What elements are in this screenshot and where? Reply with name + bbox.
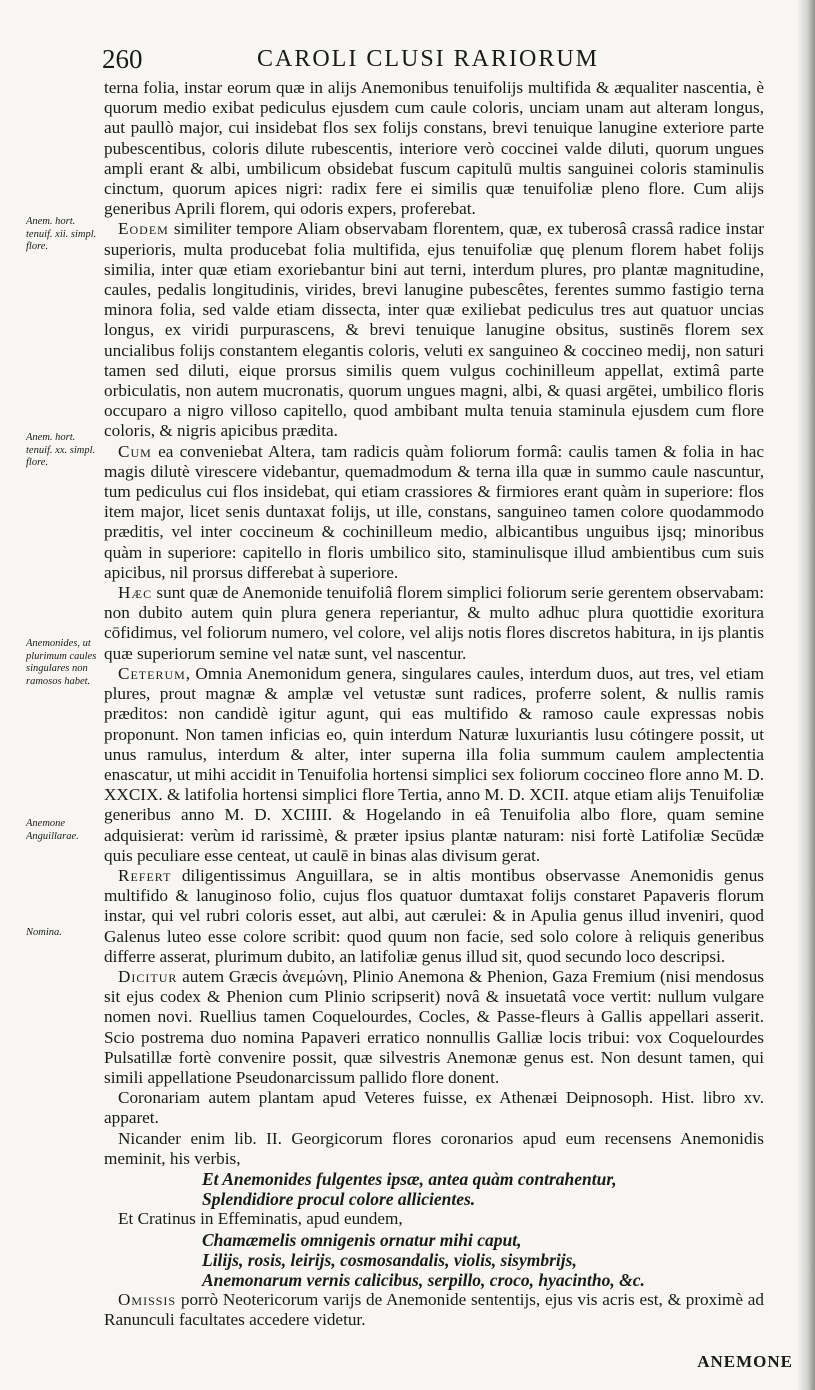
page-edge-shadow — [797, 0, 815, 1390]
running-title: CAROLI CLUSI RARIORUM — [257, 46, 600, 72]
margin-note: Anemonides, ut plurimum caules singulares non ramosos habet. — [26, 638, 97, 687]
paragraph: Dicitur autem Græcis ἀνεμώνη, Plinio Anemona & Phenion, Gaza Fremium (nisi mendosus sit ejus codex & Phenion cum Plinio scripserit) novâ & insuetatâ voce vertit: nullum vulgare nomen novi. Ruellius tamen Coquelourdes, Cocles, & Passe-fleurs à Gallis appellari asserit. Scio postrema duo nomina Papaveri erratico nonnullis Galliæ locis tribui: vox Coquelourdes Pulsatillæ fortè convenire possit, quæ silvestris Anemonæ genus est. Non desunt tamen, qui simili appellatione Pseudonarcissum pallido flore donent. — [104, 966, 764, 1087]
paragraph: Coronariam autem plantam apud Veteres fuisse, ex Athenæi Deipnosoph. Hist. libro xv. apparet. — [104, 1088, 764, 1128]
page-number: 260 — [102, 44, 143, 74]
margin-note: Anemone Anguillarae. — [26, 818, 79, 842]
paragraph: Refert diligentissimus Anguillara, se in altis montibus observasse Anemonidis genus multifido & lanuginoso folio, cujus flos quatuor dumtaxat folijs constaret Papaveris florum instar, qui vel rubri coloris esset, aut albi, aut cærulei: & in Apulia genus illud inveniri, quod Galenus luteo esse colore scribit: quod quum non facie, sed solo colore à reliquis generibus differre asserat, plurimum dubito, an latifoliæ genus illud sit, quod secundo loco descripsi. — [104, 865, 764, 966]
verse-line: Et Anemonides fulgentes ipsæ, antea quàm contrahentur, — [202, 1168, 617, 1189]
paragraph: terna folia, instar eorum quæ in alijs Anemonibus tenuifolijs multifida & æqualiter nascentia, è quorum medio exibat pediculus ejusdem cum caule coloris, unciam unam aut alteram longus, aut paullò major, cui insidebat flos sex folijs constans, brevi tenuique lanugine exteriore parte pubescentibus, coloris dilute rubescentis, interiore verò coccinei valde diluti, quorum ungues ampli erant & albi, umbilicum obsidebat fuscum capitulū multis sanguinei coloris staminulis cinctum, quorum apices nigri: radix fere ei similis quæ tenuifoliæ pleno flore. Cum alijs generibus Aprili florem, qui odoris expers, proferebat. — [104, 78, 764, 219]
verse-line: Splendidiore procul colore allicientes. — [202, 1189, 476, 1210]
page-header — [102, 44, 767, 76]
margin-note: Anem. hort. tenuif. xx. simpl. flore. — [26, 432, 96, 468]
main-text — [104, 78, 764, 1331]
paragraph: Omissis porrò Neotericorum varijs de Anemonide sententijs, ejus vis acris est, & proximè ad Ranunculi facultates accedere videtur. — [104, 1290, 764, 1330]
catchword: ANEMONE — [697, 1352, 793, 1371]
verse-line: Lilijs, rosis, leirijs, cosmosandalis, violis, sisymbrijs, — [202, 1249, 577, 1270]
verse-line: Chamæmelis omnigenis ornatur mihi caput, — [202, 1229, 522, 1250]
paragraph: Et Cratinus in Effeminatis, apud eundem, — [118, 1209, 403, 1229]
margin-note: Nomina. — [26, 927, 62, 938]
paragraph: Cum ea conveniebat Altera, tam radicis quàm foliorum formâ: caulis tamen & folia in hac magis dilutè virescere videbantur, quemadmodum & terna illa quæ in summo caule nascuntur, tum pediculus cui flos insidebat, qui etiam crassiores & firmiores erant quàm in superiore: flos item major, licet senis duntaxat folijs, ut ille, constans, sanguineo tamen colore quodammodo præditis, vel inter coccineum & cochinilleum medio, albicantibus unguibus ijsq; minoribus quàm in superiore: capitello in floris umbilico sito, staminulisque illud ambientibus cum suis apicibus, nil prorsus differebat à superiore. — [104, 441, 764, 582]
paragraph: Hæc sunt quæ de Anemonide tenuifoliâ florem simplici foliorum serie gerentem observabam: non dubito autem quin plura genera reperiantur, & multo adhuc plura quottidie exoritura cōfidimus, vel foliorum numero, vel colore, vel alijs notis flores discretos habitura, in ijs plantis quæ superiorum semine vel natæ sunt, vel nascentur. — [104, 583, 764, 663]
paragraph: Nicander enim lib. II. Georgicorum flores coronarios apud eum recensens Anemonidis meminit, his verbis, — [104, 1128, 764, 1168]
paragraph: Eodem similiter tempore Aliam observabam florentem, quæ, ex tuberosâ crassâ radice instar superioris, multa producebat folia multifida, ejus tenuifoliæ quę plenum florem habet folijs similia, inter quæ etiam exoriebantur bini aut terni, interdum plures, pro plantæ magnitudine, caules, pedalis longitudinis, virides, brevi lanugine pubescêtes, ferentes summo fastigio terna minora folia, sed valde etiam dissecta, inter quæ exiliebat pediculus tres aut quatuor uncias longus, ex viridi purpurascens, & brevi tenuique lanugine obsitus, sustinēs florem sex uncialibus folijs constantem elegantis coloris, veluti ex sanguineo & coccineo medij, non saturi tamen sed diluti, eique prorsus similis quem vulgus cochinilleum appellat, extimâ parte orbiculatis, non autem mucronatis, quorum ungues magni, albi, & quasi argētei, umbilico floris occuparo a nigro villoso capitello, quod ambibant multa tenuia staminula ejusdem cum flore coloris, & nigris apicibus prædita. — [104, 219, 764, 441]
paragraph: Ceterum, Omnia Anemonidum genera, singulares caules, interdum duos, aut tres, vel etiam plures, prout magnæ & amplæ vel vetustæ sunt radices, proferre solent, & nullis ramis præditos: non candidè igitur agunt, qui eas multifido & ramoso caule expressas nobis proponunt. Non tamen inficias eo, quin interdum Naturæ luxuriantis lusu cótingere possit, ut unus ramulus, interdum & alter, inter superna illa folia summum caulem amplectentia enascatur, ut mihi accidit in Tenuifolia hortensi simplici sex foliorum coccineo flore anno M. D. XXCIX. & latifolia hortensi simplici flore Tertia, anno M. D. XCII. atque etiam alijs Tenuifoliæ generibus anno M. D. XCIIII. & Hogelando in eâ Tenuifolia albo flore, quam semine adquisierat: verùm id rarissimè, & præter ipsius plantæ naturam: nisi fortè Latifoliæ Secūdæ quis peculiare esse centeat, ut caulē in binas alas divisum gerat. — [104, 663, 764, 865]
verse-line: Anemonarum vernis calicibus, serpillo, croco, hyacintho, &c. — [202, 1269, 645, 1290]
margin-note: Anem. hort. tenuif. xii. simpl. flore. — [26, 216, 97, 252]
